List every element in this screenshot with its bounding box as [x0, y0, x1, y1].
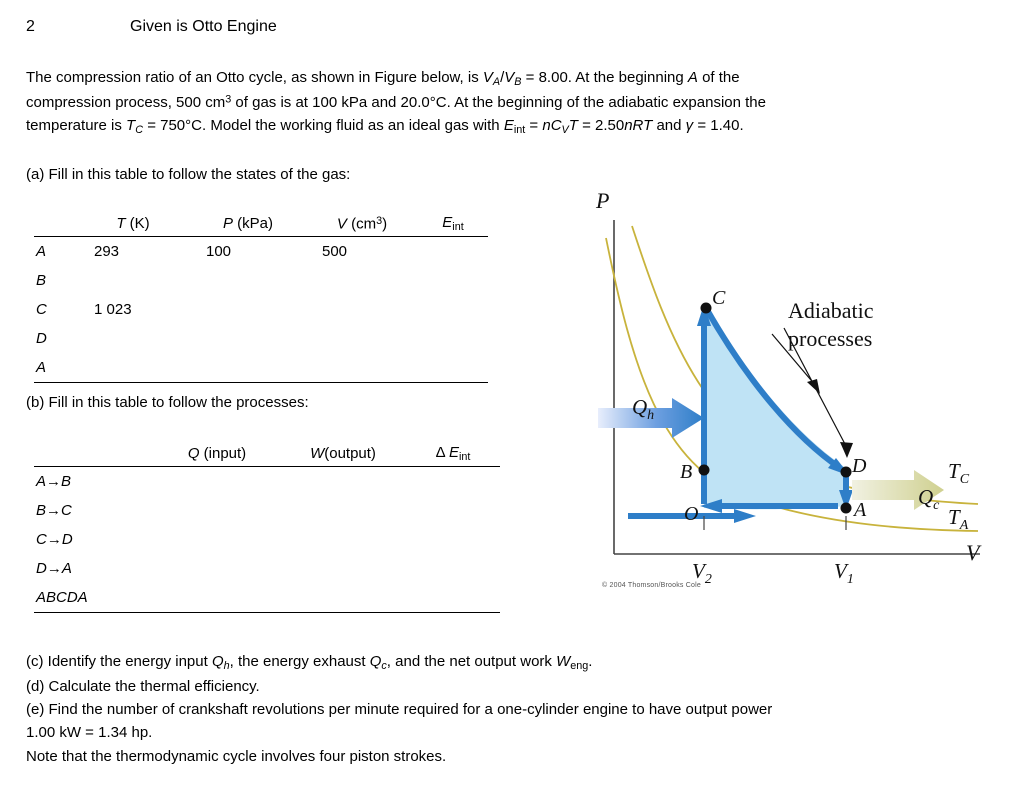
intro-text-1b: = 8.00. At the beginning — [521, 69, 688, 86]
processes-table — [34, 442, 500, 613]
var-t2: T — [568, 117, 578, 134]
point-label-c: C — [712, 287, 726, 309]
pv-diagram-svg — [588, 186, 1000, 606]
sub-c2: c — [381, 660, 387, 673]
intro-text-3b: = 750°C. Model the working fluid as an ideal gas with — [143, 117, 504, 134]
annotation-line-2: processes — [788, 326, 873, 351]
process-w-value[interactable] — [280, 554, 406, 583]
var-e: E — [503, 117, 514, 134]
state-label: B — [36, 272, 47, 290]
states-header-v: V $(cm^3)$ — [306, 212, 418, 237]
point-label-d: D — [852, 455, 867, 477]
states-table-header-row — [34, 212, 488, 237]
label-ta: $T_A$ — [948, 505, 969, 533]
question-d: (d) Calculate the thermal efficiency. — [26, 677, 260, 695]
problem-statement — [26, 66, 906, 139]
intro-text-1c: of the — [697, 69, 740, 86]
annotation-line-1: Adiabatic — [788, 298, 874, 323]
page-title: Given is Otto Engine — [130, 18, 277, 35]
cm-cubed-exponent: 3 — [225, 93, 232, 106]
state-t-value[interactable] — [76, 266, 190, 295]
state-v-value[interactable] — [306, 295, 418, 324]
question-c-text-b: , the energy exhaust — [229, 653, 370, 670]
state-label: D — [36, 330, 47, 348]
process-de-value[interactable] — [406, 525, 500, 554]
table-row — [34, 554, 500, 583]
table-row — [34, 266, 488, 295]
sub-v: V — [561, 124, 569, 137]
label-v1: $V_1$ — [834, 559, 854, 587]
state-t-value[interactable]: 1 023 — [94, 301, 132, 319]
process-w-value[interactable] — [280, 467, 406, 497]
state-a-ref: A — [687, 69, 698, 86]
state-e-value[interactable] — [418, 324, 488, 353]
processes-header-w: W(output) — [280, 442, 406, 467]
states-header-p: P (kPa) — [190, 212, 306, 237]
process-w-value[interactable] — [280, 525, 406, 554]
state-v-value[interactable]: 500 — [322, 243, 348, 261]
intro-text-3e: and — [652, 117, 686, 134]
label-tc: $T_C$ — [948, 459, 970, 487]
process-label: ABCDA — [34, 583, 154, 613]
intro-text-2b: of gas is at 100 kPa and 20.0°C. At the beginning of the adiabatic expansion the — [231, 93, 766, 111]
point-label-b: B — [680, 461, 693, 483]
state-p-value[interactable] — [190, 295, 306, 324]
question-e-line2: 1.00 kW = 1.34 hp. — [26, 724, 153, 742]
process-q-value[interactable] — [154, 525, 280, 554]
states-header-t: T (K) — [76, 212, 190, 237]
state-v-value[interactable] — [306, 324, 418, 353]
origin-label: O — [684, 503, 699, 525]
var-ncv: nC — [542, 117, 562, 134]
state-t-value[interactable] — [76, 353, 190, 383]
intro-text-1a: The compression ratio of an Otto cycle, as shown in Figure below, is — [26, 69, 483, 86]
state-p-value[interactable] — [190, 324, 306, 353]
process-q-value[interactable] — [154, 467, 280, 497]
processes-table-header-row — [34, 442, 500, 467]
process-de-value[interactable] — [406, 496, 500, 525]
process-label: D→A — [36, 560, 72, 578]
intro-line-2 — [26, 91, 906, 114]
state-e-value[interactable] — [418, 353, 488, 383]
state-point-b — [699, 465, 710, 476]
note-line: Note that the thermodynamic cycle involves four piston strokes. — [26, 747, 447, 765]
axis-label-p: P — [596, 188, 610, 213]
table-row — [34, 295, 488, 324]
sub-eng: eng — [570, 660, 589, 673]
states-header-e: $E_{int}$ — [418, 212, 488, 237]
sub-b: B — [514, 76, 522, 89]
state-p-value[interactable] — [190, 266, 306, 295]
process-w-value[interactable] — [280, 583, 406, 613]
state-t-value[interactable]: 293 — [94, 243, 120, 261]
process-q-value[interactable] — [154, 496, 280, 525]
state-e-value[interactable] — [418, 237, 488, 267]
table-row — [34, 467, 500, 497]
var-v-b: V — [504, 69, 515, 86]
state-point-d — [841, 467, 852, 478]
intro-text-2a: compression process, 500 cm — [26, 93, 226, 111]
state-point-c — [701, 303, 712, 314]
sub-int: int — [513, 124, 526, 137]
intro-text-3a: temperature is — [26, 117, 127, 134]
state-label: A — [36, 243, 47, 261]
sub-a: A — [492, 76, 501, 89]
process-w-value[interactable] — [280, 496, 406, 525]
page-number: 2 — [26, 18, 35, 35]
questions-list — [26, 650, 966, 768]
intro-text-3f: = 1.40. — [693, 117, 744, 134]
process-label: A→B — [36, 473, 72, 491]
equals-1: = — [525, 117, 543, 134]
label-v2: $V_2$ — [692, 559, 712, 587]
var-t: T — [126, 117, 136, 134]
table-row — [34, 583, 500, 613]
sub-h: h — [223, 660, 230, 673]
arrowhead-bottom-return — [734, 509, 756, 523]
intro-line-3 — [26, 114, 906, 139]
table-row — [34, 237, 488, 267]
question-c-text-a: (c) Identify the energy input — [26, 653, 212, 670]
state-e-value[interactable] — [418, 266, 488, 295]
question-e-line1: (e) Find the number of crankshaft revolutions per minute required for a one-cylinder engine to have output power — [26, 701, 773, 718]
question-c — [26, 650, 966, 675]
figure-credit: © 2004 Thomson/Brooks Cole — [602, 582, 701, 589]
table-row — [34, 525, 500, 554]
label-qh: $Q_h$ — [632, 395, 655, 423]
table-row — [34, 324, 488, 353]
var-qh: Q — [211, 653, 224, 670]
process-de-value[interactable] — [406, 554, 500, 583]
processes-header-process — [34, 442, 154, 467]
part-a-label: (a) Fill in this table to follow the states of the gas: — [26, 166, 351, 183]
processes-header-de: Δ $E_{int}$ — [406, 442, 500, 467]
processes-header-q: Q (input) — [154, 442, 280, 467]
table-row — [34, 353, 488, 383]
state-p-value[interactable]: 100 — [206, 243, 232, 261]
var-weng: W — [556, 653, 571, 670]
slash: / — [500, 69, 505, 86]
state-t-value[interactable] — [76, 324, 190, 353]
question-c-period: . — [588, 653, 593, 670]
axis-label-v: V — [966, 540, 980, 565]
part-b-label: (b) Fill in this table to follow the processes: — [26, 394, 309, 411]
var-qc: Q — [369, 653, 382, 670]
var-nrt: nRT — [624, 117, 653, 134]
states-header-state — [34, 212, 76, 237]
process-label: B→C — [36, 502, 72, 520]
sub-c: C — [135, 124, 144, 137]
state-label: C — [36, 301, 47, 319]
question-c-text-c: , and the net output work — [386, 653, 557, 670]
state-v-value[interactable] — [306, 266, 418, 295]
table-row — [34, 496, 500, 525]
page-header — [26, 18, 726, 42]
intro-text-3d: = 2.50 — [577, 117, 625, 134]
process-de-value[interactable] — [406, 583, 500, 613]
label-qc: $Q_c$ — [918, 485, 940, 513]
process-q-value[interactable] — [154, 583, 280, 613]
process-label: C→D — [36, 531, 73, 549]
process-q-value[interactable] — [154, 554, 280, 583]
state-label: A — [34, 353, 76, 383]
state-e-value[interactable] — [418, 295, 488, 324]
leader-arrowhead-1 — [807, 379, 820, 394]
state-v-value[interactable] — [306, 353, 418, 383]
pv-diagram-figure — [588, 186, 1000, 606]
intro-line-1 — [26, 66, 906, 91]
state-p-value[interactable] — [190, 353, 306, 383]
states-table — [34, 212, 488, 383]
state-point-a — [841, 503, 852, 514]
var-v-a: V — [482, 69, 493, 86]
var-gamma: γ — [685, 117, 694, 134]
process-de-value[interactable] — [406, 467, 500, 497]
point-label-a: A — [854, 499, 867, 521]
